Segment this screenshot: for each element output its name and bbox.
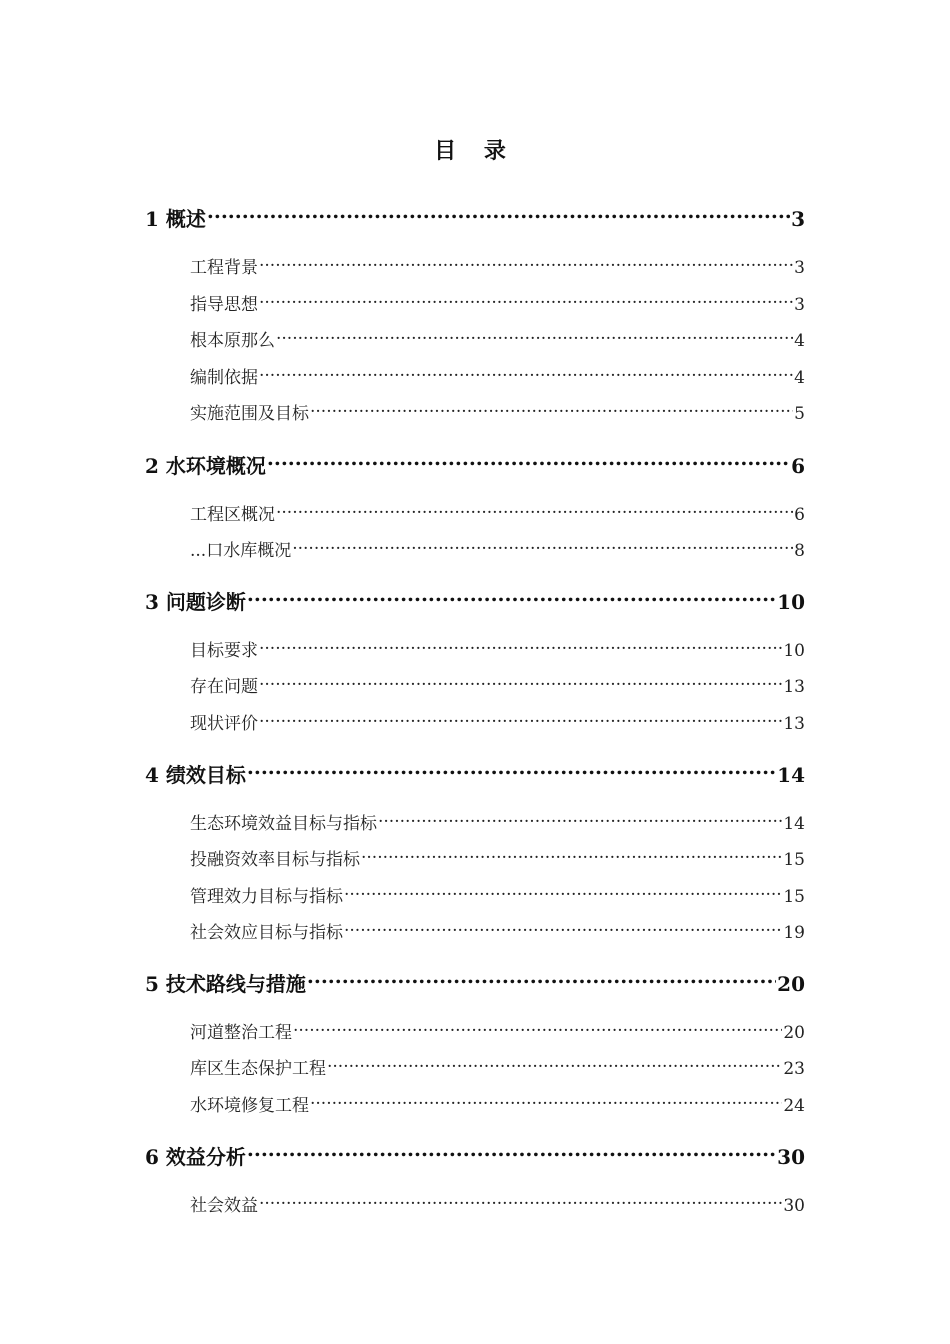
toc-entry-label: 库区生态保护工程	[190, 1059, 326, 1080]
toc-section-entry[interactable]	[190, 918, 805, 943]
toc-leader-dots	[310, 399, 793, 419]
toc-leader-dots	[259, 363, 793, 383]
toc-entry-label: 水环境修复工程	[190, 1096, 309, 1117]
toc-page-number: 5	[794, 404, 805, 425]
toc-leader-dots	[276, 326, 793, 346]
toc-section-entry[interactable]	[190, 290, 805, 315]
toc-entry-label: 1 概述	[145, 207, 206, 231]
toc-leader-dots	[247, 758, 776, 782]
toc-section-entry[interactable]	[190, 672, 805, 697]
toc-chapter-entry[interactable]	[145, 758, 805, 788]
toc-section-entry[interactable]	[190, 882, 805, 907]
toc-page-number: 20	[777, 972, 805, 996]
toc-page-number: 14	[783, 814, 805, 835]
toc-entry-label: 4 绩效目标	[145, 763, 246, 787]
toc-chapter-entry[interactable]	[145, 202, 805, 232]
toc-entry-label: 根本原那么	[190, 331, 275, 352]
toc-chapter-entry[interactable]	[145, 967, 805, 997]
toc-section-entry[interactable]	[190, 500, 805, 525]
toc-page-number: 3	[794, 258, 805, 279]
toc-leader-dots	[247, 585, 776, 609]
toc-leader-dots	[259, 290, 793, 310]
toc-section-entry[interactable]	[190, 709, 805, 734]
toc-section-entry[interactable]	[190, 809, 805, 834]
toc-section-entry[interactable]	[190, 536, 805, 561]
toc-entry-label: 目标要求	[190, 641, 258, 662]
toc-page-number: 10	[783, 641, 805, 662]
toc-entry-label: 社会效益	[190, 1196, 258, 1217]
toc-leader-dots	[327, 1054, 782, 1074]
toc-leader-dots	[276, 500, 793, 520]
toc-page-number: 13	[783, 677, 805, 698]
toc-page-number: 24	[783, 1096, 805, 1117]
toc-chapter-entry[interactable]	[145, 449, 805, 479]
toc-section-entry[interactable]	[190, 636, 805, 661]
toc-leader-dots	[259, 636, 782, 656]
toc-page-number: 19	[783, 923, 805, 944]
toc-entry-label: 河道整治工程	[190, 1023, 292, 1044]
toc-leader-dots	[344, 882, 782, 902]
toc-page-number: 30	[777, 1145, 805, 1169]
toc-section-entry[interactable]	[190, 845, 805, 870]
toc-chapter-entry[interactable]	[145, 585, 805, 615]
toc-page-number: 20	[783, 1023, 805, 1044]
toc-entry-label: 现状评价	[190, 714, 258, 735]
toc-leader-dots	[207, 202, 790, 226]
toc-entry-label: 存在问题	[190, 677, 258, 698]
toc-entry-label: 社会效应目标与指标	[190, 923, 343, 944]
toc-page-number: 13	[783, 714, 805, 735]
toc-entry-label: 工程区概况	[190, 505, 275, 526]
toc-title: 目 录	[434, 138, 516, 164]
toc-page-number: 30	[783, 1196, 805, 1217]
toc-leader-dots	[292, 536, 793, 556]
toc-section-entry[interactable]	[190, 253, 805, 278]
toc-entry-label: 3 问题诊断	[145, 590, 246, 614]
toc-page-number: 3	[791, 207, 805, 231]
toc-entry-label: 管理效力目标与指标	[190, 887, 343, 908]
toc-leader-dots	[310, 1091, 782, 1111]
toc-entry-label: 编制依据	[190, 368, 258, 389]
toc-entry-label: 5 技术路线与措施	[145, 972, 306, 996]
toc-page-number: 15	[783, 850, 805, 871]
toc-leader-dots	[259, 672, 782, 692]
toc-page-number: 23	[783, 1059, 805, 1080]
toc-leader-dots	[259, 709, 782, 729]
toc-entry-label: 实施范围及目标	[190, 404, 309, 425]
toc-section-entry[interactable]	[190, 1091, 805, 1116]
toc-entry-label: 2 水环境概况	[145, 454, 266, 478]
toc-page-number: 4	[794, 368, 805, 389]
toc-leader-dots	[361, 845, 782, 865]
toc-page-number: 6	[794, 505, 805, 526]
toc-section-entry[interactable]	[190, 1054, 805, 1079]
toc-leader-dots	[259, 253, 793, 273]
toc-leader-dots	[293, 1018, 782, 1038]
toc-leader-dots	[267, 449, 790, 473]
toc-section-entry[interactable]	[190, 326, 805, 351]
toc-entry-label: 投融资效率目标与指标	[190, 850, 360, 871]
toc-leader-dots	[344, 918, 782, 938]
toc-section-entry[interactable]	[190, 399, 805, 424]
toc-entry-label: 指导思想	[190, 295, 258, 316]
toc-leader-dots	[307, 967, 776, 991]
toc-page-number: 10	[777, 590, 805, 614]
toc-page-number: 4	[794, 331, 805, 352]
toc-entry-label: 6 效益分析	[145, 1145, 246, 1169]
toc-chapter-entry[interactable]	[145, 1140, 805, 1170]
toc-leader-dots	[247, 1140, 776, 1164]
toc-leader-dots	[378, 809, 782, 829]
toc-section-entry[interactable]	[190, 1191, 805, 1216]
toc-page-number: 6	[791, 454, 805, 478]
toc-entry-label: ...口水库概况	[190, 541, 292, 562]
toc-page-number: 15	[783, 887, 805, 908]
toc-page-number: 14	[777, 763, 805, 787]
toc-section-entry[interactable]	[190, 1018, 805, 1043]
toc-entry-label: 工程背景	[190, 258, 258, 279]
toc-section-entry[interactable]	[190, 363, 805, 388]
toc-entry-label: 生态环境效益目标与指标	[190, 814, 377, 835]
toc-leader-dots	[259, 1191, 782, 1211]
toc-page-number: 8	[794, 541, 805, 562]
toc-page-number: 3	[794, 295, 805, 316]
